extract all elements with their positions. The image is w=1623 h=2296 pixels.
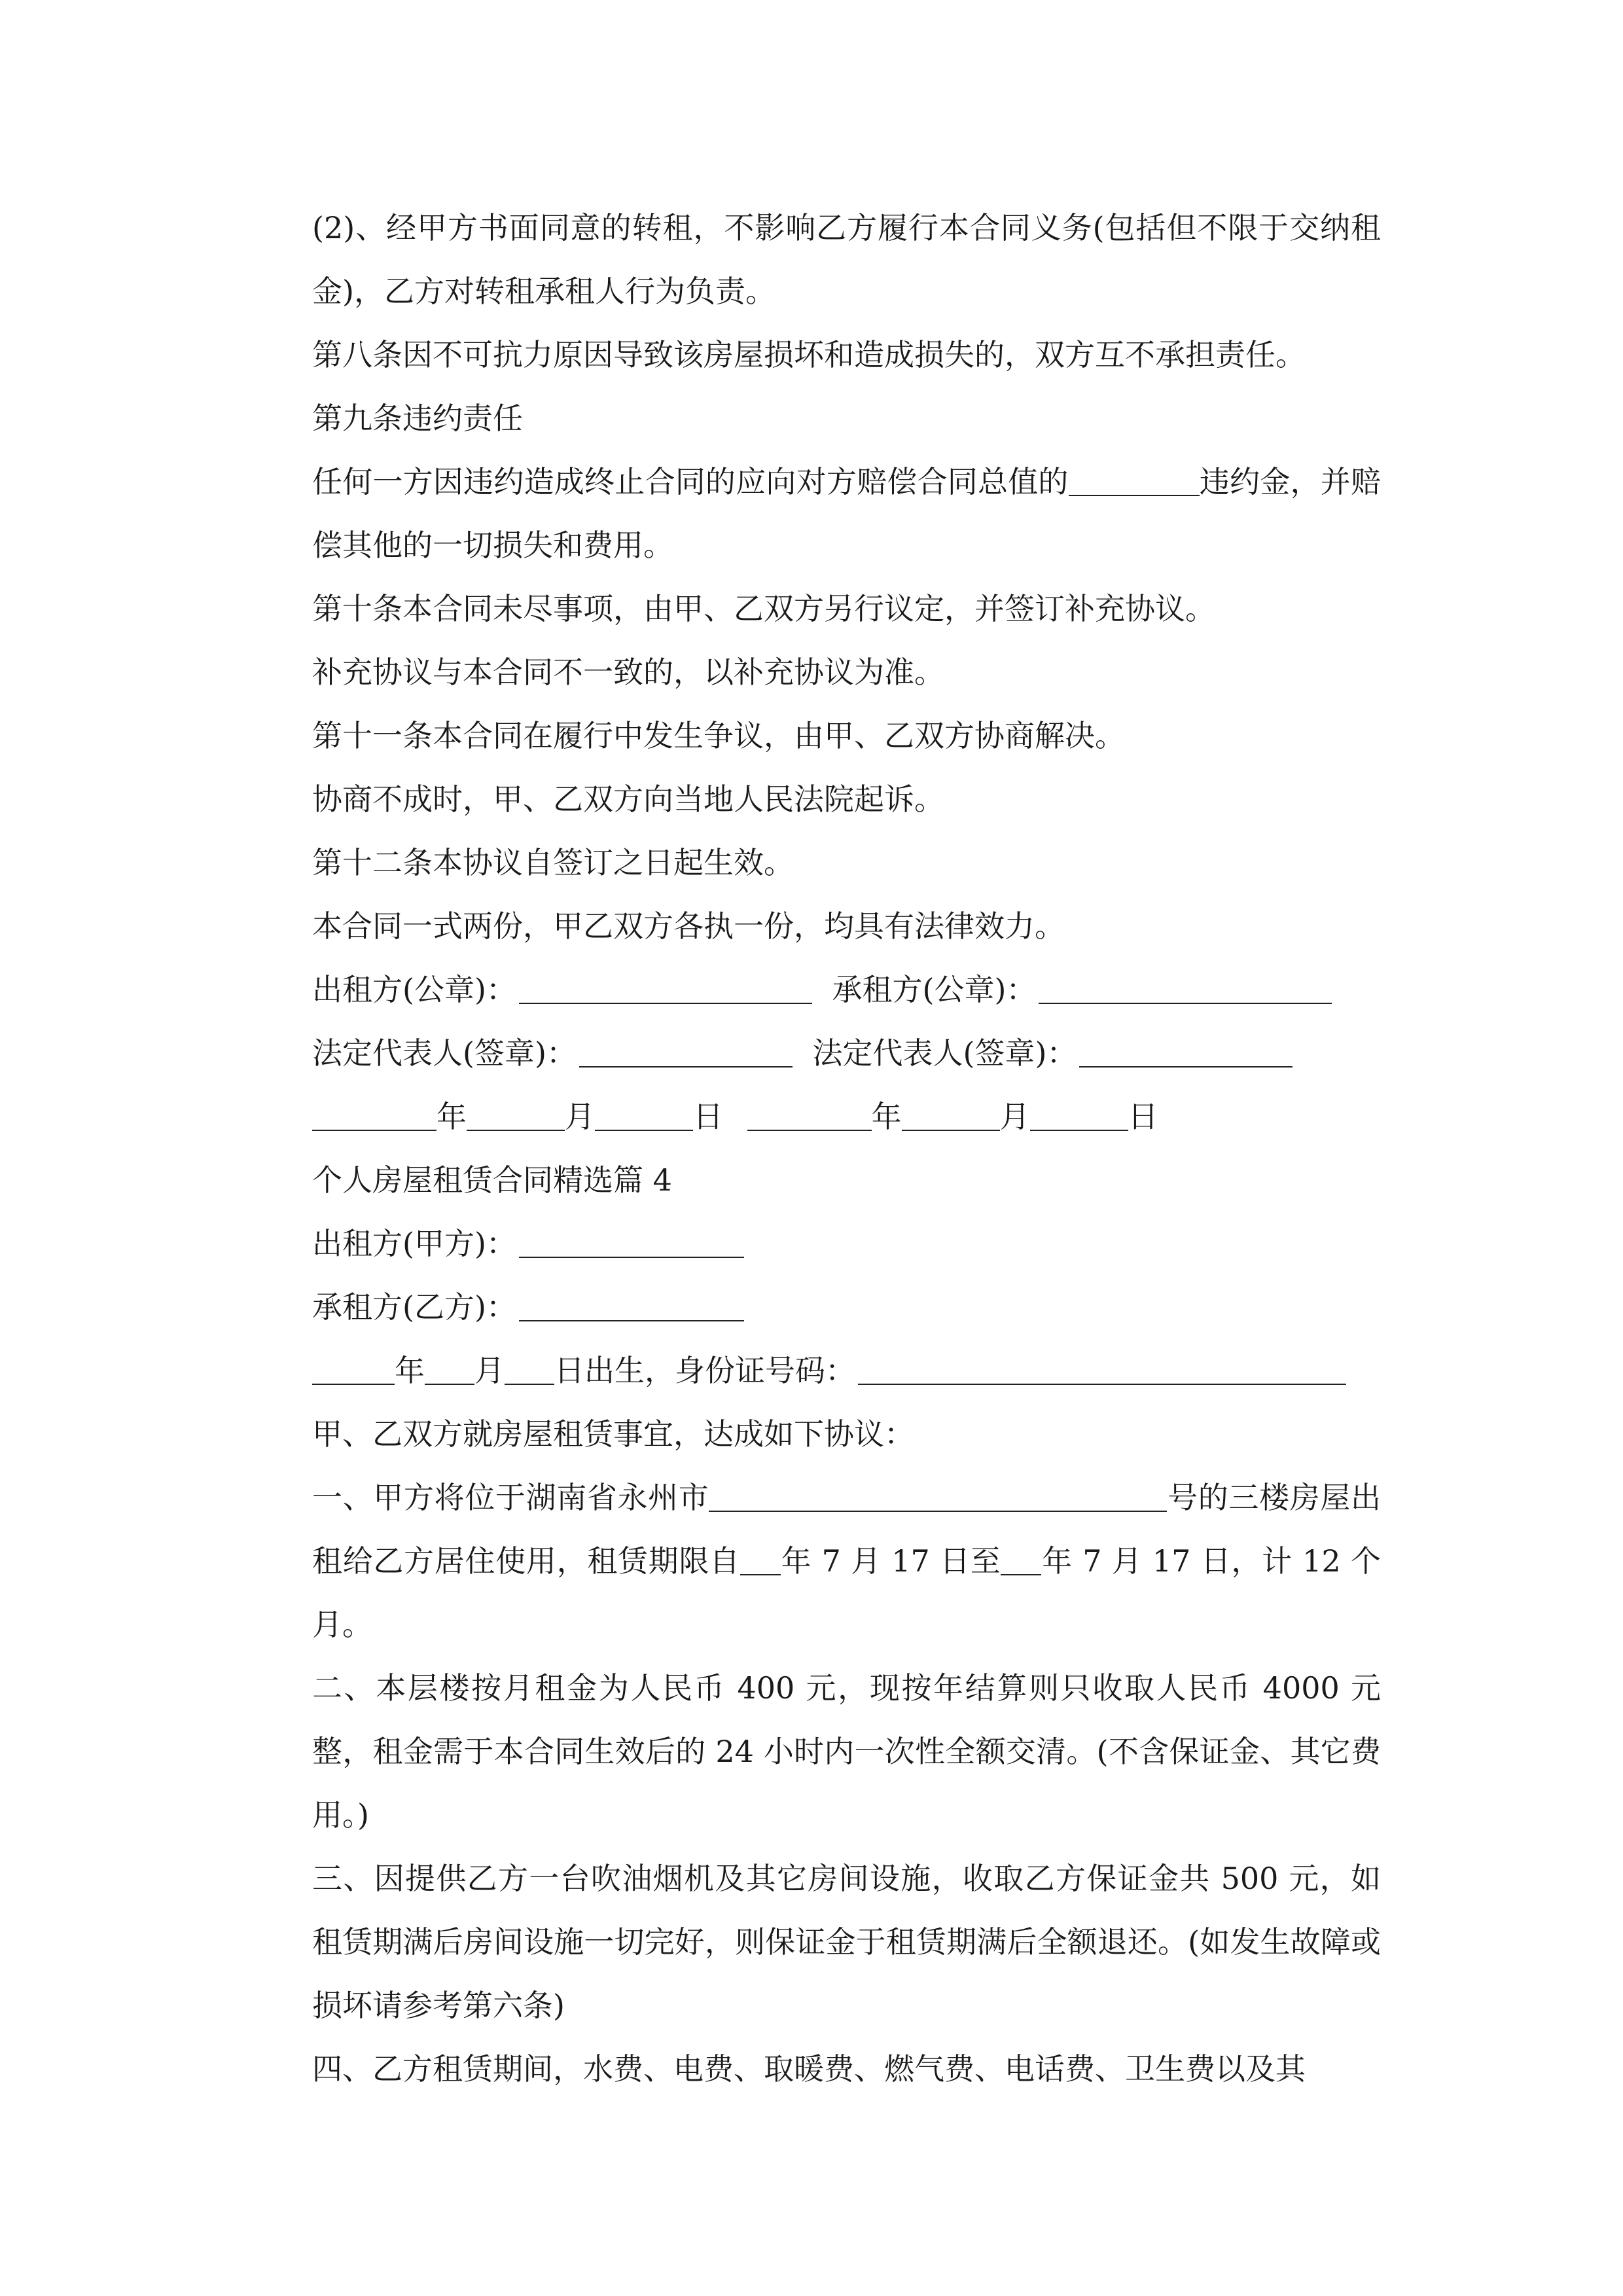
blank-line — [312, 1102, 437, 1130]
clause-breach-title: 第九条违约责任 — [312, 401, 523, 436]
breach-text-start: 任何一方因违约造成终止合同的应向对方赔偿合同总值的 — [312, 464, 1069, 499]
blank-line — [425, 1356, 474, 1384]
signature-representative-row — [245, 1022, 1381, 1085]
blank-line — [1001, 1547, 1041, 1575]
clause-premises — [245, 1466, 1381, 1657]
blank-line — [519, 1229, 744, 1257]
blank-line — [1030, 1102, 1128, 1130]
breach-text-end: 违约金，并赔偿其他的一切损失和费用。 — [312, 464, 1382, 563]
blank-line — [709, 1483, 1167, 1511]
blank-line — [312, 1356, 395, 1384]
blank-line — [519, 975, 812, 1003]
blank-line — [747, 1102, 872, 1130]
representative-label-lessor: 法定代表人(签章)： — [312, 1035, 577, 1071]
signature-date-row — [245, 1085, 1381, 1149]
blank-line — [519, 1293, 744, 1321]
clause-supplement: 补充协议与本合同不一致的，以补充协议为准。 — [312, 655, 944, 690]
party-a-label: 出租方(甲方)： — [312, 1226, 516, 1261]
blank-line — [1039, 975, 1332, 1003]
blank-line — [1069, 467, 1200, 495]
clause-force-majeure: 第八条因不可抗力原因导致该房屋损坏和造成损失的，双方互不承担责任。 — [312, 337, 1306, 372]
blank-line — [1079, 1039, 1293, 1067]
blank-line — [579, 1039, 793, 1067]
blank-line — [858, 1356, 1346, 1384]
birth-month-label: 月 — [474, 1353, 505, 1388]
blank-line — [505, 1356, 554, 1384]
agreement-intro: 甲、乙双方就房屋租赁事宜，达成如下协议： — [312, 1416, 914, 1452]
date-month-label: 月 — [565, 1099, 595, 1134]
blank-line — [740, 1547, 781, 1575]
party-b-row — [245, 1276, 1381, 1339]
clause-unresolved-matters: 第十条本合同未尽事项，由甲、乙双方另行议定，并签订补充协议。 — [312, 591, 1215, 626]
date-month-label: 月 — [999, 1099, 1030, 1134]
clause-dispute: 第十一条本合同在履行中发生争议，由甲、乙双方协商解决。 — [312, 718, 1125, 753]
signature-seal-row — [245, 958, 1381, 1022]
date-day-label: 日 — [693, 1099, 723, 1134]
premises-text-to: 年 7 月 17 日，计 12 个月。 — [312, 1543, 1381, 1642]
section-heading: 个人房屋租赁合同精选篇 4 — [312, 1162, 672, 1198]
premises-text-term: 号的三楼房屋出租给乙方居住使用，租赁期限自 — [312, 1480, 1382, 1579]
clause-effective: 第十二条本协议自签订之日起生效。 — [312, 845, 794, 880]
blank-line — [467, 1102, 565, 1130]
clause-breach-body — [245, 450, 1381, 577]
date-year-label: 年 — [871, 1099, 902, 1134]
clause-sublease: (2)、经甲方书面同意的转租，不影响乙方履行本合同义务(包括但不限于交纳租金)，乙方对转租承租人行为负责。 — [312, 210, 1381, 309]
blank-line — [902, 1102, 1000, 1130]
document-body — [245, 196, 1381, 2101]
premises-text-start: 一、甲方将位于湖南省永州市 — [312, 1480, 709, 1515]
representative-label-lessee: 法定代表人(签章)： — [812, 1035, 1077, 1071]
birth-year-label: 年 — [395, 1353, 425, 1388]
blank-line — [595, 1102, 693, 1130]
birth-id-row — [245, 1339, 1381, 1403]
party-b-label: 承租方(乙方)： — [312, 1289, 516, 1325]
party-a-row — [245, 1212, 1381, 1276]
premises-text-from: 年 7 月 17 日至 — [780, 1543, 1001, 1579]
clause-court: 协商不成时，甲、乙双方向当地人民法院起诉。 — [312, 781, 944, 817]
clause-rent: 二、本层楼按月租金为人民币 400 元，现按年结算则只收取人民币 4000 元整，租金需于本合同生效后的 24 小时内一次性全额交清。(不含保证金、其它费用。) — [312, 1670, 1381, 1833]
date-year-label: 年 — [437, 1099, 467, 1134]
lessor-seal-label: 出租方(公章)： — [312, 972, 516, 1007]
clause-utilities: 四、乙方租赁期间，水费、电费、取暖费、燃气费、电话费、卫生费以及其 — [312, 2051, 1306, 2087]
birth-id-label: 日出生，身份证号码： — [554, 1353, 855, 1388]
lessee-seal-label: 承租方(公章)： — [832, 972, 1037, 1007]
clause-copies: 本合同一式两份，甲乙双方各执一份，均具有法律效力。 — [312, 908, 1065, 944]
clause-deposit: 三、因提供乙方一台吹油烟机及其它房间设施，收取乙方保证金共 500 元，如租赁期满后房间设施一切完好，则保证金于租赁期满后全额退还。(如发生故障或损坏请参考第六条) — [312, 1861, 1381, 2023]
date-day-label: 日 — [1128, 1099, 1158, 1134]
